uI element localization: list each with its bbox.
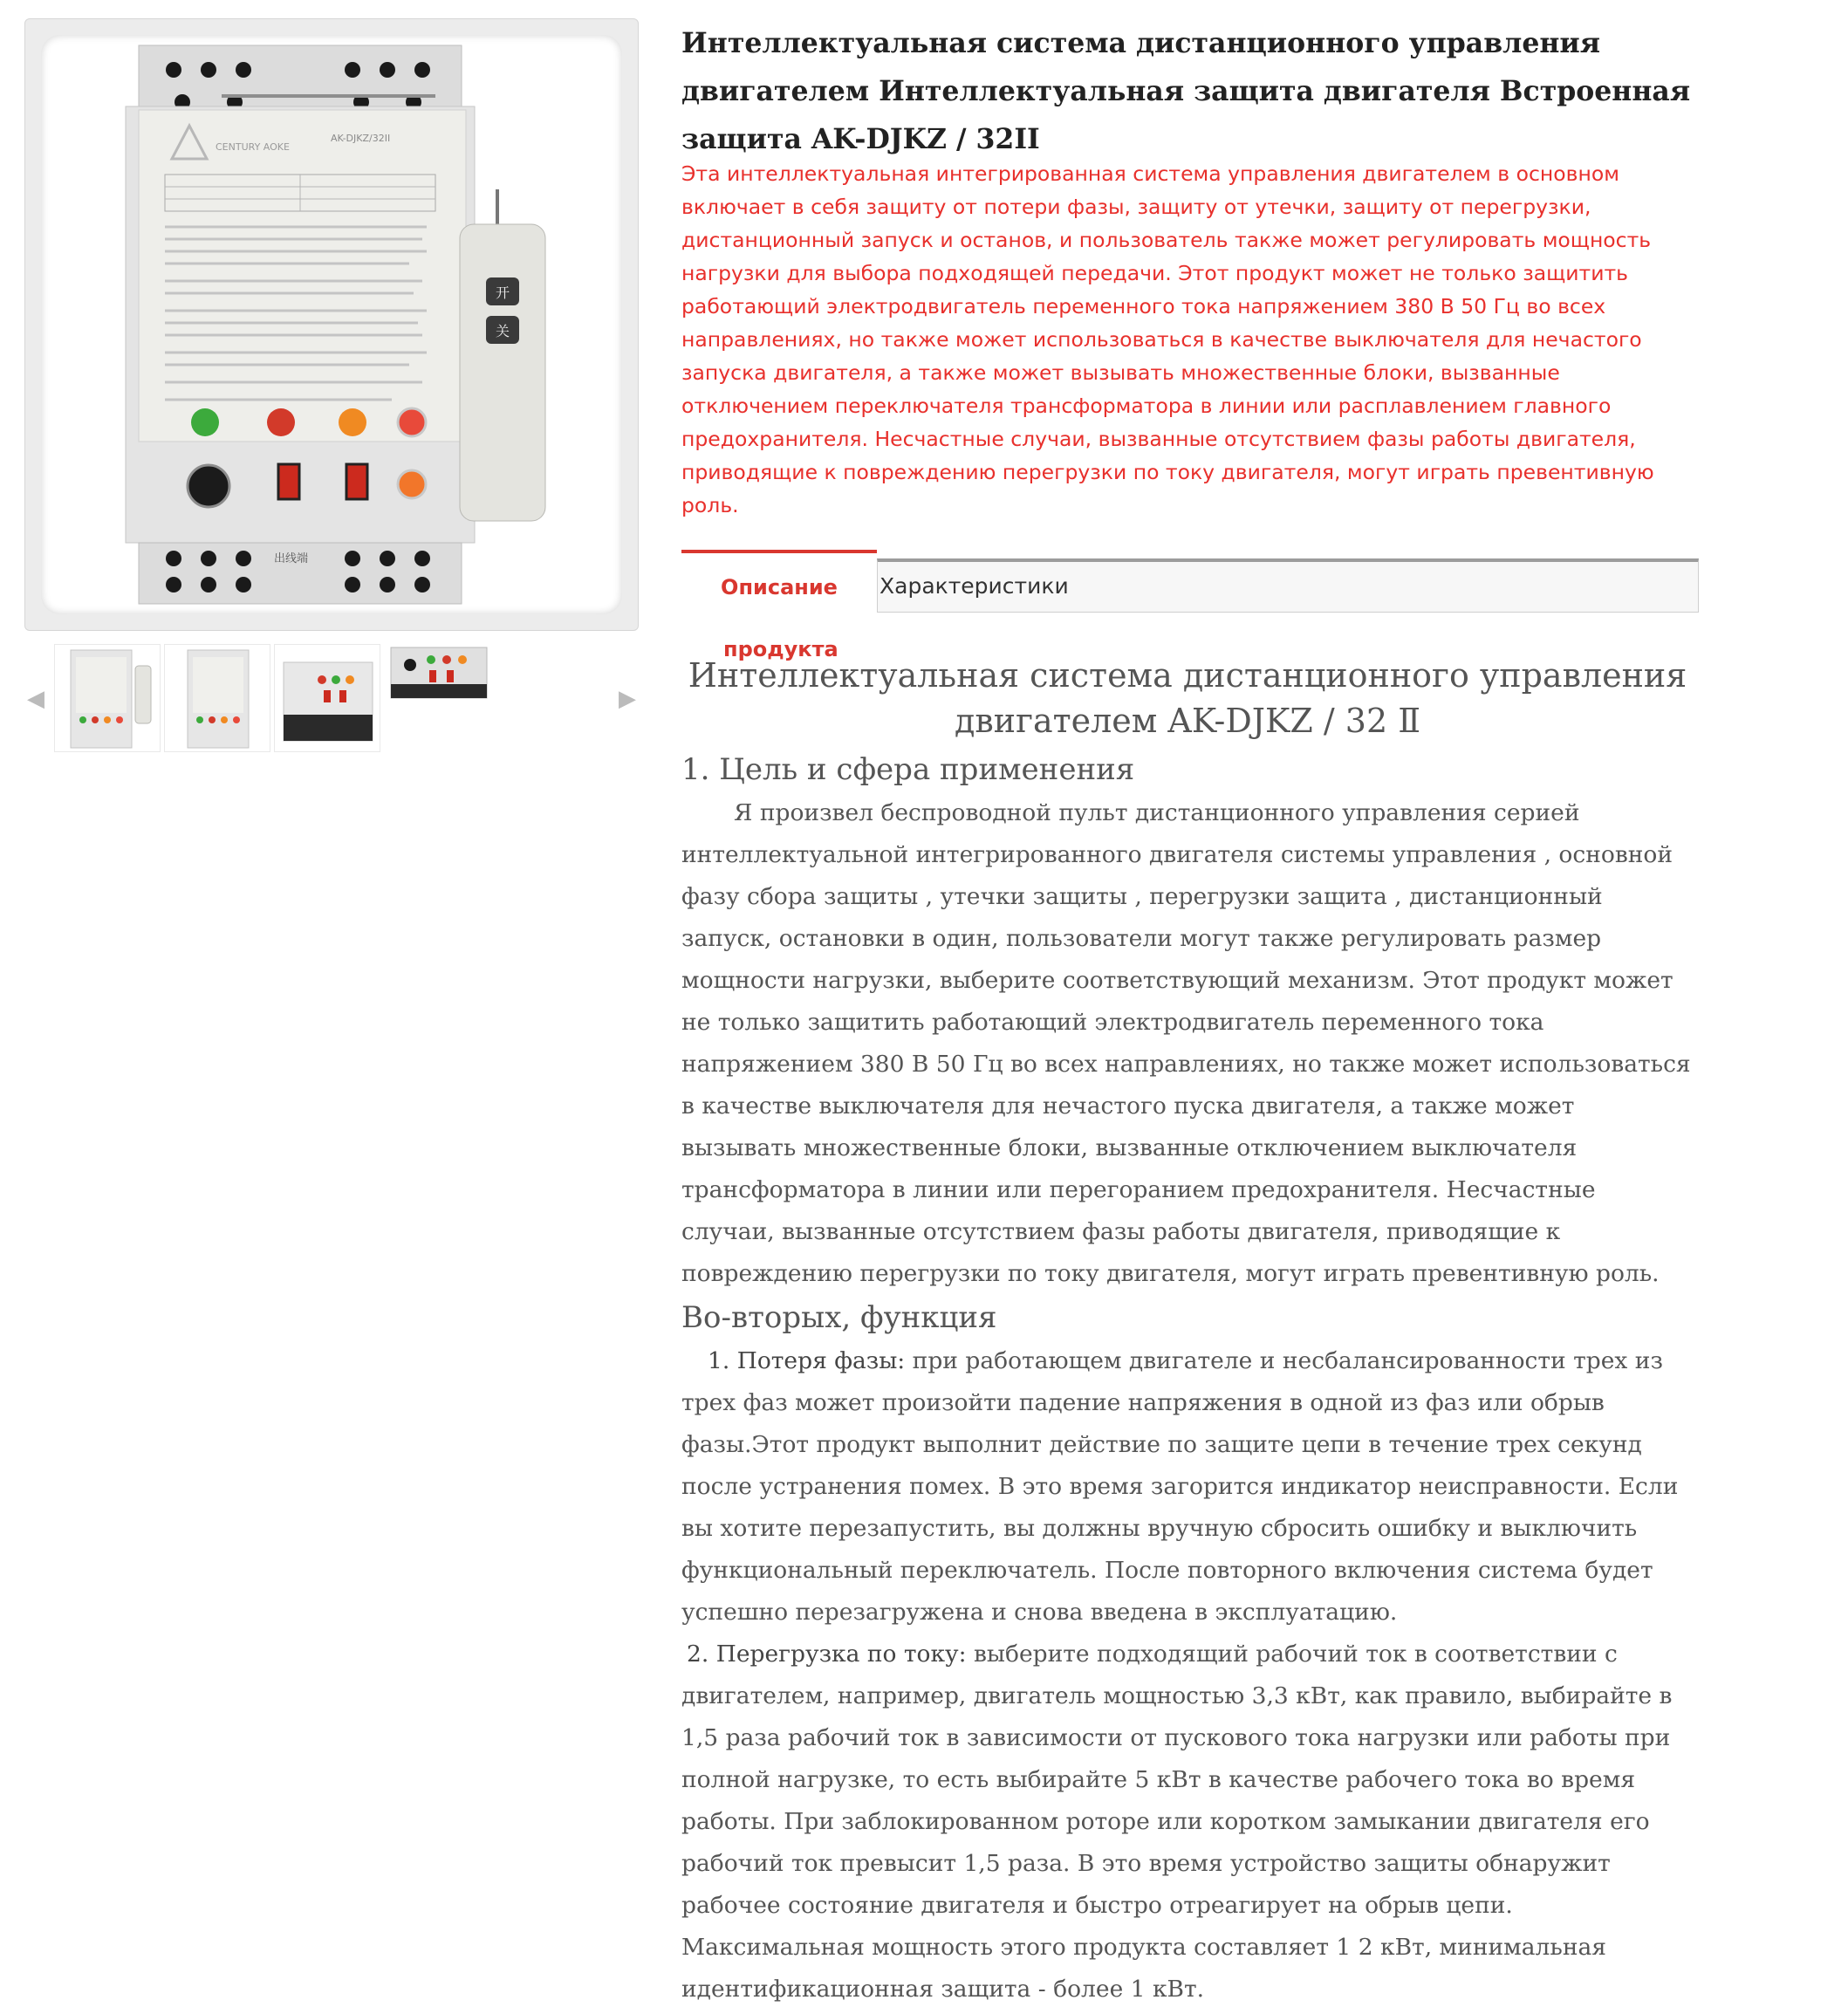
product-tabs [681, 550, 1699, 661]
function-item-1 [681, 1340, 1694, 1634]
description-heading-line1: Интеллектуальная система дистанционного управления [688, 656, 1687, 695]
thumbnail-2-image [165, 645, 270, 752]
section-2-title: Во-вторых, функция [681, 1300, 997, 1335]
thumbnail-4[interactable] [384, 644, 490, 752]
function-item-2-label: 2. Перегрузка по току: [687, 1641, 967, 1668]
test-button [398, 470, 426, 498]
chevron-right-icon[interactable]: ▶ [619, 686, 636, 712]
section-1-title: 1. Цель и сфера применения [681, 752, 1135, 787]
function-item-2-text: выберите подходящий рабочий ток в соответствии с двигателем, например, двигатель мощностью 3,3 кВт, как правило, выбирайте в 1,5 раза рабочий ток в зависимости от пускового тока нагрузки или работы при полной нагрузке, то есть выбирайте 5 кВт в качестве рабочего тока во время работы. При заблокированном роторе или коротком замыкании двигателя его рабочий ток превысит 1,5 раза. В это время устройство защиты обнаружит рабочее состояние двигателя и быстро отреагирует на обрыв цепи. Максимальная мощность этого продукта составляет 1 2 кВт, минимальная идентификационная защита - более 1 кВт. [681, 1641, 1673, 2003]
thumbnail-1-image [55, 645, 161, 752]
thumbnail-3[interactable] [274, 644, 380, 752]
device-illustration [25, 19, 639, 631]
function-item-1-text: при работающем двигателе и несбалансированности трех из трех фаз может произойти падение напряжения в одной из фаз или обрыв фазы.Этот продукт выполнит действие по защите цепи в течение трех секунд после устранения помех. В это время загорится индикатор неисправности. Если вы хотите перезапустить, вы должны вручную сбросить ошибку и выключить функциональный переключатель. После повторного включения система будет успешно перезагружена и снова введена в эксплуатацию. [681, 1347, 1679, 1626]
fault-lamp-red [267, 408, 295, 436]
function-item-1-label: 1. Потеря фазы: [708, 1347, 906, 1374]
power-lamp-orange [339, 408, 366, 436]
power-knob [188, 465, 229, 507]
description-heading-line2: двигателем AK-DJKZ / 32 Ⅱ [954, 702, 1421, 740]
main-product-image[interactable] [24, 18, 639, 631]
remote-off-label: 关 [495, 323, 510, 339]
thumbnail-3-image [275, 645, 380, 752]
tab-description[interactable] [681, 550, 877, 661]
thumbnail-1[interactable] [54, 644, 161, 752]
section-1-text: Я произвел беспроводной пульт дистанционного управления серией интеллектуальной интегрированного двигателя системы управления , основной фазу сбора защиты , утечки защиты , перегрузки защита , дистанционный запуск, остановки в один, пользователи могут также регулировать размер мощности нагрузки, выберите соответствующий механизм. Этот продукт может не только защитить работающий электродвигатель переменного тока напряжением 380 В 50 Гц во всех направлениях, но также может использоваться в качестве выключателя для нечастого пуска двигателя, а также может вызывать множественные блоки, вызванные отключением выключателя трансформатора в линии или перегоранием предохранителя. Несчастные случаи, вызванные отсутствием фазы работы двигателя, приводящие к повреждению перегрузки по току двигателя, могут играть превентивную роль. [681, 799, 1691, 1287]
tab-specifications[interactable] [877, 558, 1699, 613]
description-body [681, 747, 1694, 2007]
tab-specifications-label: Характеристики [880, 573, 1069, 599]
remote-on-label: 开 [495, 284, 510, 301]
manual-switch [346, 464, 367, 499]
thumbnail-2[interactable] [164, 644, 270, 752]
run-lamp-green [191, 408, 219, 436]
tab-description-label-line2: продукта [723, 637, 838, 661]
function-switch [278, 464, 299, 499]
model-text: AK-DJKZ/32II [331, 133, 391, 144]
thumbnail-strip [24, 644, 639, 754]
brand-text: CENTURY AOKE [216, 141, 290, 153]
chevron-left-icon[interactable]: ◀ [27, 686, 44, 712]
thumbnail-4-image [384, 644, 490, 752]
learn-button [398, 408, 426, 436]
product-summary: Эта интеллектуальная интегрированная система управления двигателем в основном включает в себя защиту от потери фазы, защиту от утечки, защиту от перегрузки, дистанционный запуск и останов, и пользователь также может регулировать мощность нагрузки для выбора подходящей передачи. Этот продукт может не только защитить работающий электродвигатель переменного тока напряжением 380 В 50 Гц во всех направлениях, но также может использоваться в качестве выключателя для нечастого запуска двигателя, а также может вызывать множественные блоки, вызванные отключением переключателя трансформатора в линии или расплавлением главного предохранителя. Несчастные случаи, вызванные отсутствием фазы работы двигателя, приводящие к повреждению перегрузки по току двигателя, могут играть превентивную роль. [681, 161, 1654, 517]
tab-description-label: Описание [721, 575, 838, 599]
product-title: Интеллектуальная система дистанционного управления двигателем Интеллектуальная защита двигателя Встроенная защита AK-DJKZ / 32II [681, 27, 1691, 155]
function-item-2 [681, 1634, 1694, 2007]
output-terminal-label: 出线端 [274, 552, 309, 565]
description-heading [681, 653, 1694, 743]
remote-control [460, 224, 545, 521]
